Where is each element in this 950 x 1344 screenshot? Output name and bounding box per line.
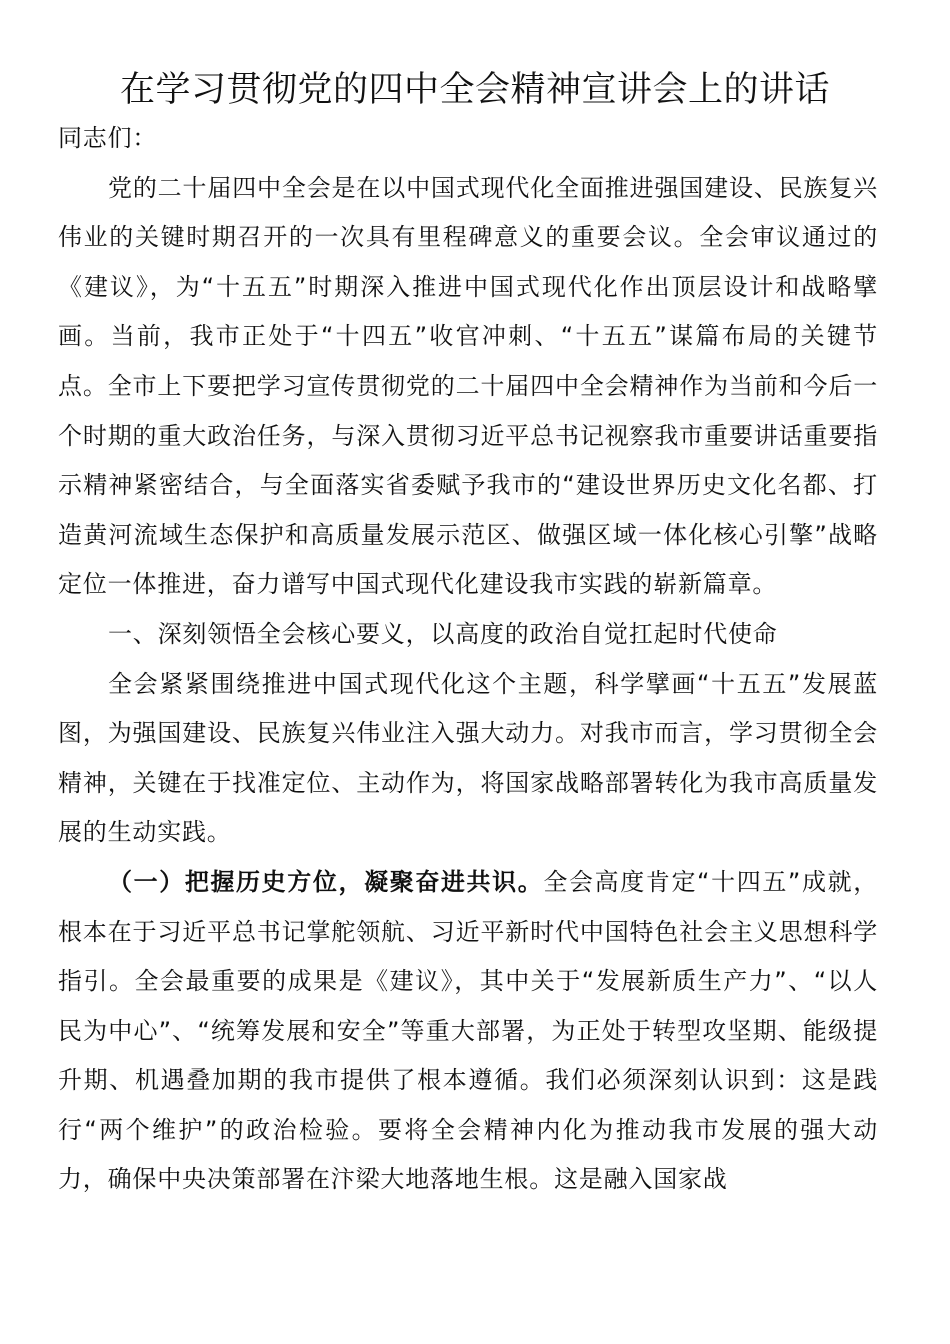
paragraph-intro: 党的二十届四中全会是在以中国式现代化全面推进强国建设、民族复兴伟业的关键时期召开的一次具有里程碑意义的重要会议。全会审议通过的《建议》，为“十五五”时期深入推进中国式现代化作出顶层设计和战略擘画。当前，我市正处于“十四五”收官冲刺、“十五五”谋篇布局的关键节点。全市上下要把学习宣传贯彻党的二十届四中全会精神作为当前和今后一个时期的重大政治任务，与深入贯彻习近平总书记视察我市重要讲话重要指示精神紧密结合，与全面落实省委赋予我市的“建设世界历史文化名都、打造黄河流域生态保护和高质量发展示范区、做强区域一体化核心引擎”战略定位一体推进，奋力谱写中国式现代化建设我市实践的崭新篇章。 <box>58 173 878 599</box>
paragraph-section-1-intro: 全会紧紧围绕推进中国式现代化这个主题，科学擘画“十五五”发展蓝图，为强国建设、民族复兴伟业注入强大动力。对我市而言，学习贯彻全会精神，关键在于找准定位、主动作为，将国家战略部署转化为我市高质量发展的生动实践。 <box>58 669 878 847</box>
subsection-body-text: 全会高度肯定“十四五”成就，根本在于习近平总书记掌舵领航、习近平新时代中国特色社会主义思想科学指引。全会最重要的成果是《建议》，其中关于“发展新质生产力”、“以人民为中心”、“统筹发展和安全”等重大部署，为正处于转型攻坚期、能级提升期、机遇叠加期的我市提供了根本遵循。我们必须深刻认识到：这是践行“两个维护”的政治检验。要将全会精神内化为推动我市发展的强大动力，确保中央决策部署在汴梁大地落地生根。这是融入国家战 <box>58 867 878 1194</box>
salutation: 同志们： <box>58 124 158 152</box>
subsection-lead-heading: （一）把握历史方位，凝聚奋进共识。 <box>108 867 544 896</box>
paragraph-subsection-1 <box>58 858 878 1205</box>
document-body <box>58 114 878 1205</box>
document-title: 在学习贯彻党的四中全会精神宣讲会上的讲话 <box>119 70 830 110</box>
section-heading-1: 一、深刻领悟全会核心要义，以高度的政治自觉扛起时代使命 <box>108 619 778 648</box>
